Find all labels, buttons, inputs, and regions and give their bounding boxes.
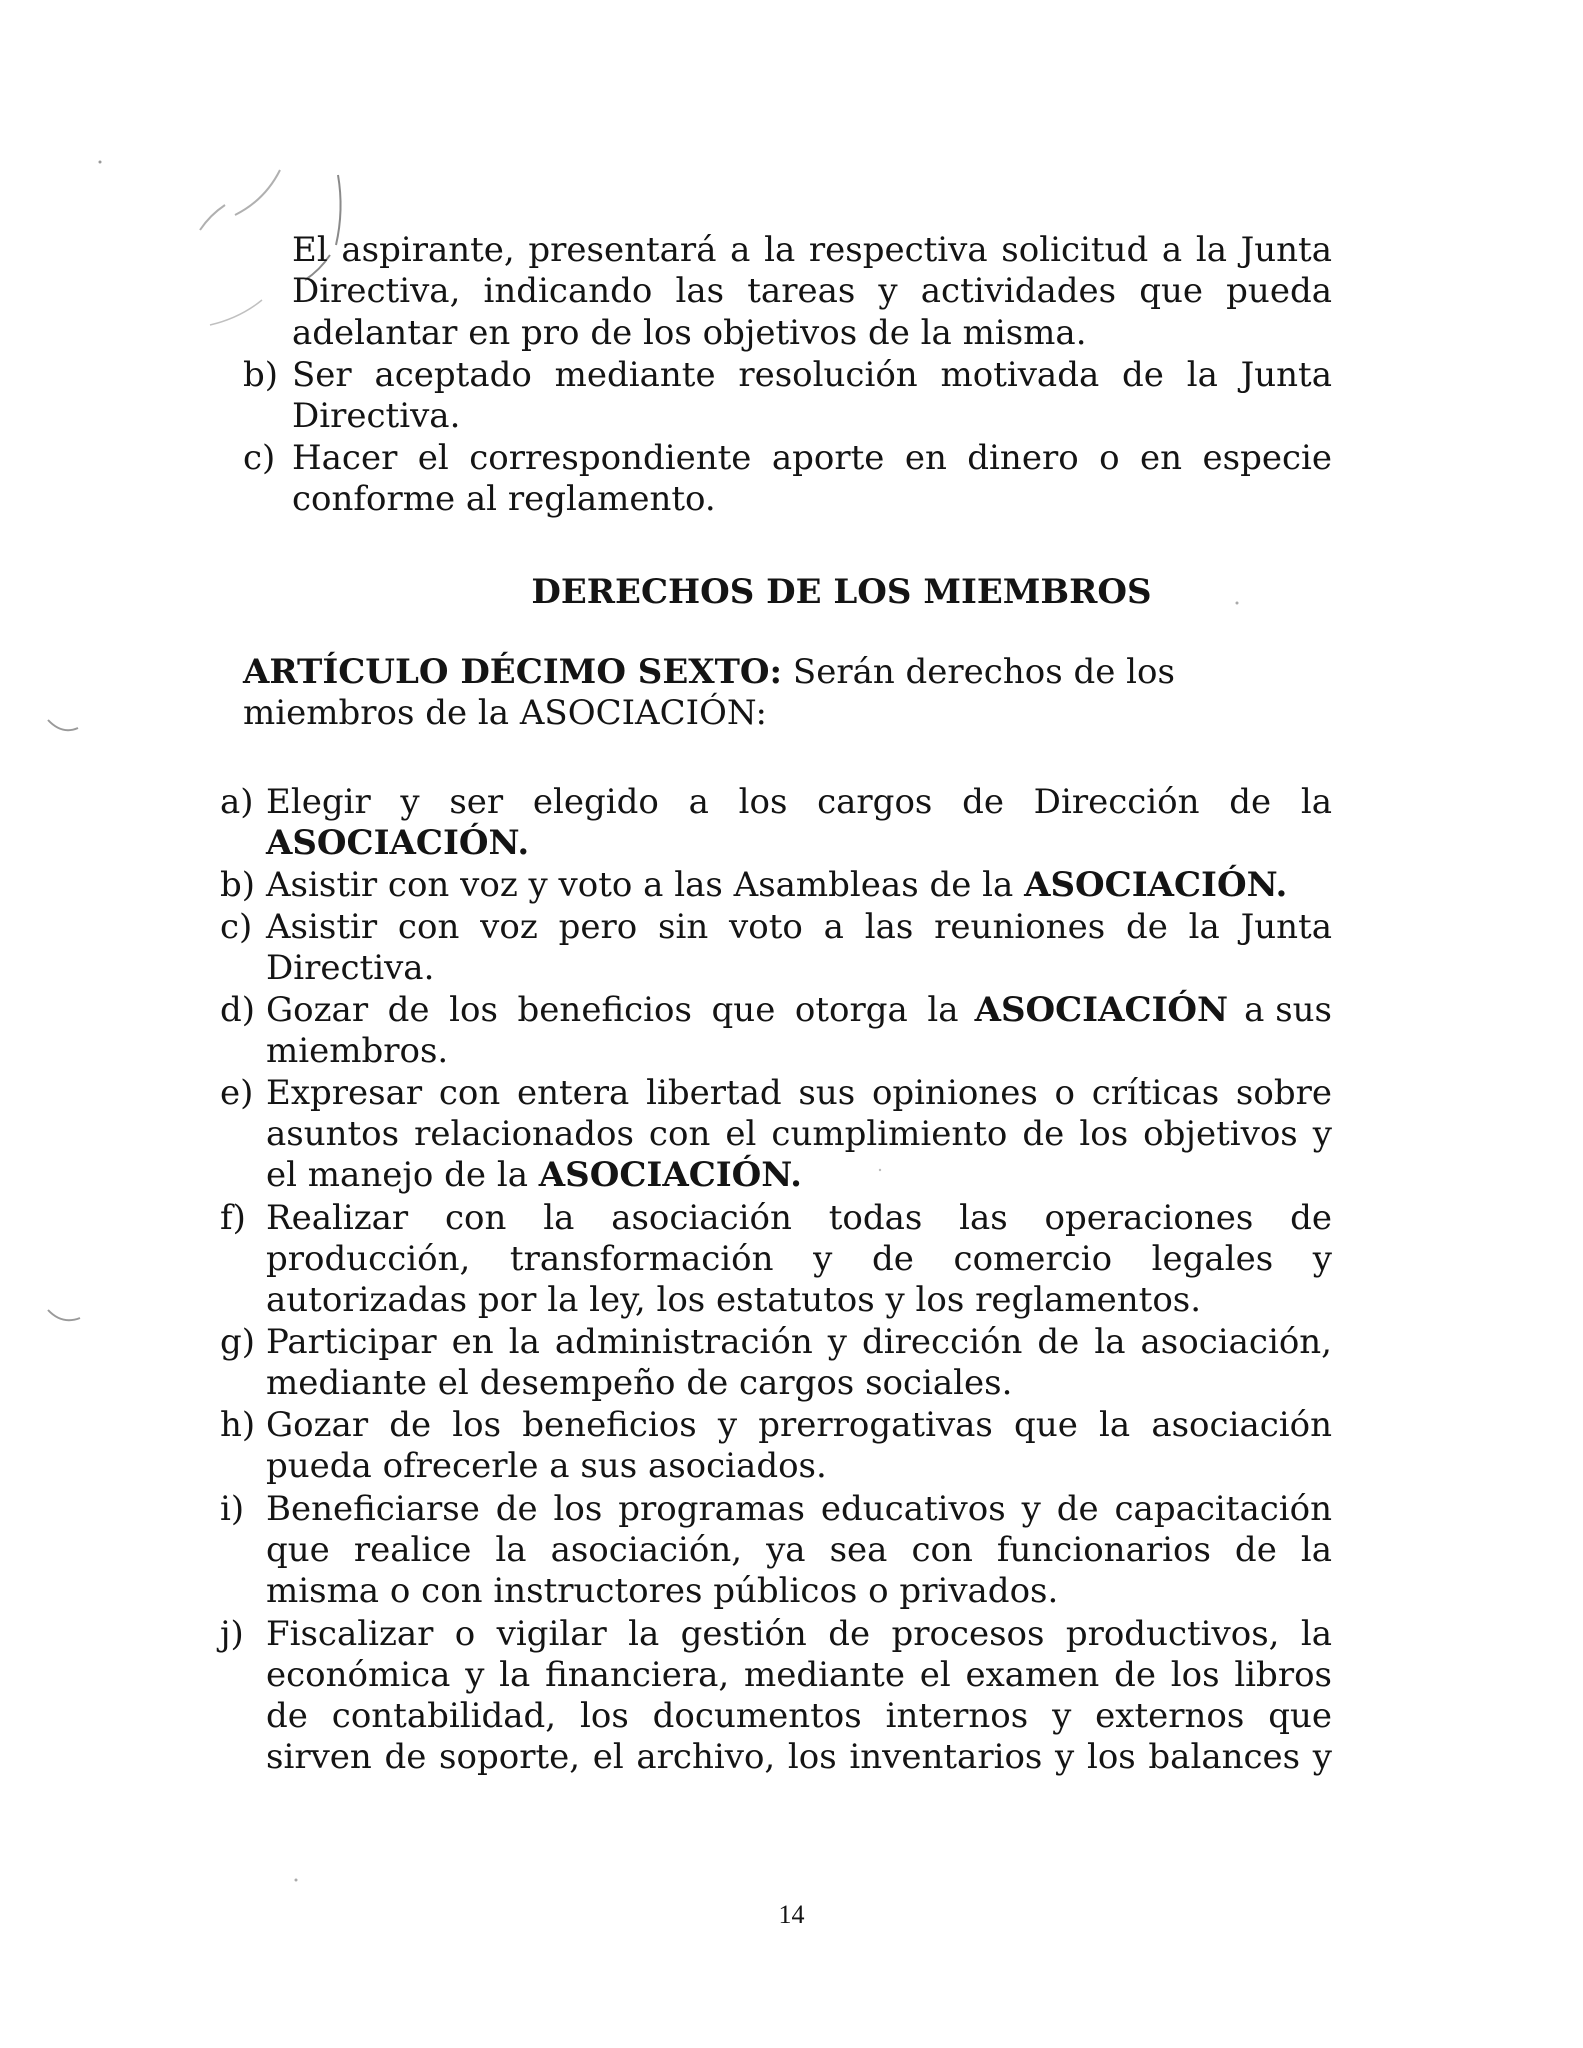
list-item-continuation xyxy=(266,823,529,863)
article-intro xyxy=(243,652,1175,692)
text-line: miembros de la ASOCIACIÓN: xyxy=(243,693,767,733)
text-line: Fiscalizar o vigilar la gestión de procesos productivos, la xyxy=(266,1614,1332,1654)
text-line: Directiva. xyxy=(266,948,435,988)
article-title: ARTÍCULO DÉCIMO SEXTO: xyxy=(243,652,783,692)
text-line: Directiva. xyxy=(292,396,461,436)
list-item xyxy=(292,438,1332,478)
list-label: i) xyxy=(220,1489,245,1529)
list-item xyxy=(266,1405,1332,1445)
article-intro-text: Serán derechos de los xyxy=(782,652,1175,692)
handwritten-stroke xyxy=(235,170,280,215)
bold-term: ASOCIACIÓN xyxy=(974,990,1229,1030)
list-label: c) xyxy=(220,907,253,947)
text-line: conforme al reglamento. xyxy=(292,479,716,519)
list-item xyxy=(266,990,1332,1030)
text-line: Directiva, indicando las tareas y actividades que pueda xyxy=(292,271,1332,311)
list-label: g) xyxy=(220,1322,256,1362)
list-label: e) xyxy=(220,1073,254,1113)
list-item-continuation xyxy=(266,1363,1012,1403)
text-line: económica y la financiera, mediante el examen de los libros xyxy=(266,1655,1332,1695)
list-item xyxy=(266,1198,1332,1238)
text-line: Asistir con voz y voto a las Asambleas de la xyxy=(266,865,1025,905)
list-item-continuation xyxy=(266,1446,827,1486)
text-line: El aspirante, presentará a la respectiva solicitud a la Junta xyxy=(292,230,1332,270)
continuation-line-1 xyxy=(292,230,1332,270)
text-line: misma o con instructores públicos o privados. xyxy=(266,1571,1059,1611)
list-item-continuation xyxy=(292,479,716,519)
list-label: j) xyxy=(220,1614,244,1654)
text-line: Asistir con voz pero sin voto a las reuniones de la Junta xyxy=(266,907,1332,947)
text-line: Ser aceptado mediante resolución motivada de la Junta xyxy=(292,355,1332,395)
text-line: Expresar con entera libertad sus opiniones o críticas sobre xyxy=(266,1073,1332,1113)
handwritten-stroke xyxy=(48,720,78,730)
continuation-line-3 xyxy=(292,313,1087,353)
list-label: c) xyxy=(243,438,276,478)
list-item xyxy=(266,1614,1332,1654)
text-line: Realizar con la asociación todas las operaciones de xyxy=(266,1198,1332,1238)
text-line: producción, transformación y de comercio legales y xyxy=(266,1239,1332,1279)
list-item-continuation xyxy=(266,1280,1201,1320)
text-line: Participar en la administración y dirección de la asociación, xyxy=(266,1322,1332,1362)
handwritten-stroke xyxy=(48,1310,80,1320)
text-line: Gozar de los beneficios y prerrogativas que la asociación xyxy=(266,1405,1332,1445)
list-item xyxy=(266,865,1287,905)
list-label: d) xyxy=(220,990,256,1030)
list-item-continuation xyxy=(266,1655,1332,1695)
list-item-continuation xyxy=(292,396,460,436)
list-item-continuation xyxy=(266,1155,802,1195)
bold-term: ASOCIACIÓN. xyxy=(538,1155,803,1195)
list-item xyxy=(266,1489,1332,1529)
list-item xyxy=(266,1073,1332,1113)
text-line: pueda ofrecerle a sus asociados. xyxy=(266,1446,827,1486)
list-item xyxy=(292,355,1332,395)
scan-speck xyxy=(99,161,102,164)
list-label: f) xyxy=(220,1198,246,1238)
bold-term: ASOCIACIÓN. xyxy=(266,823,530,863)
list-item-continuation xyxy=(266,1114,1332,1154)
text-line: que realice la asociación, ya sea con funcionarios de la xyxy=(266,1530,1332,1570)
list-item-continuation xyxy=(266,1571,1058,1611)
list-item xyxy=(266,907,1332,947)
list-label: a) xyxy=(220,782,254,822)
list-label: b) xyxy=(220,865,256,905)
text-line: miembros. xyxy=(266,1031,449,1071)
list-item xyxy=(266,782,1332,822)
list-item-continuation xyxy=(266,948,434,988)
bold-term: ASOCIACIÓN. xyxy=(1024,865,1288,905)
text-line: Elegir y ser elegido a los cargos de Dirección de la xyxy=(266,782,1332,822)
text-line: adelantar en pro de los objetivos de la misma. xyxy=(292,313,1087,353)
text-line: Beneficiarse de los programas educativos y de capacitación xyxy=(266,1489,1332,1529)
list-item-continuation xyxy=(266,1737,1332,1777)
text-line: mediante el desempeño de cargos sociales. xyxy=(266,1363,1013,1403)
section-heading: DERECHOS DE LOS MIEMBROS xyxy=(531,572,1152,612)
page-number: 14 xyxy=(778,1900,805,1929)
text-line: Gozar de los beneficios que otorga la xyxy=(266,990,959,1030)
text-line: Hacer el correspondiente aporte en dinero o en especie xyxy=(292,438,1332,478)
text-line: sirven de soporte, el archivo, los inventarios y los balances y xyxy=(266,1737,1332,1777)
article-intro-line-2 xyxy=(243,693,767,733)
scan-speck xyxy=(295,1879,298,1882)
continuation-line-2 xyxy=(292,271,1332,311)
text-line: de contabilidad, los documentos internos y externos que xyxy=(266,1696,1332,1736)
handwritten-stroke xyxy=(200,205,225,230)
text-line: asuntos relacionados con el cumplimiento de los objetivos y xyxy=(266,1114,1332,1154)
text-line: autorizadas por la ley, los estatutos y los reglamentos. xyxy=(266,1280,1202,1320)
list-item xyxy=(266,1322,1332,1362)
text-line: a sus xyxy=(1244,990,1332,1030)
list-item-continuation xyxy=(266,1696,1332,1736)
list-item-continuation xyxy=(266,1530,1332,1570)
list-item-continuation xyxy=(266,1031,448,1071)
list-label: h) xyxy=(220,1405,256,1445)
list-item-continuation xyxy=(266,1239,1332,1279)
scan-speck xyxy=(879,1169,881,1171)
text-line: el manejo de la xyxy=(266,1155,539,1195)
list-label: b) xyxy=(243,355,279,395)
handwritten-stroke xyxy=(210,300,262,325)
